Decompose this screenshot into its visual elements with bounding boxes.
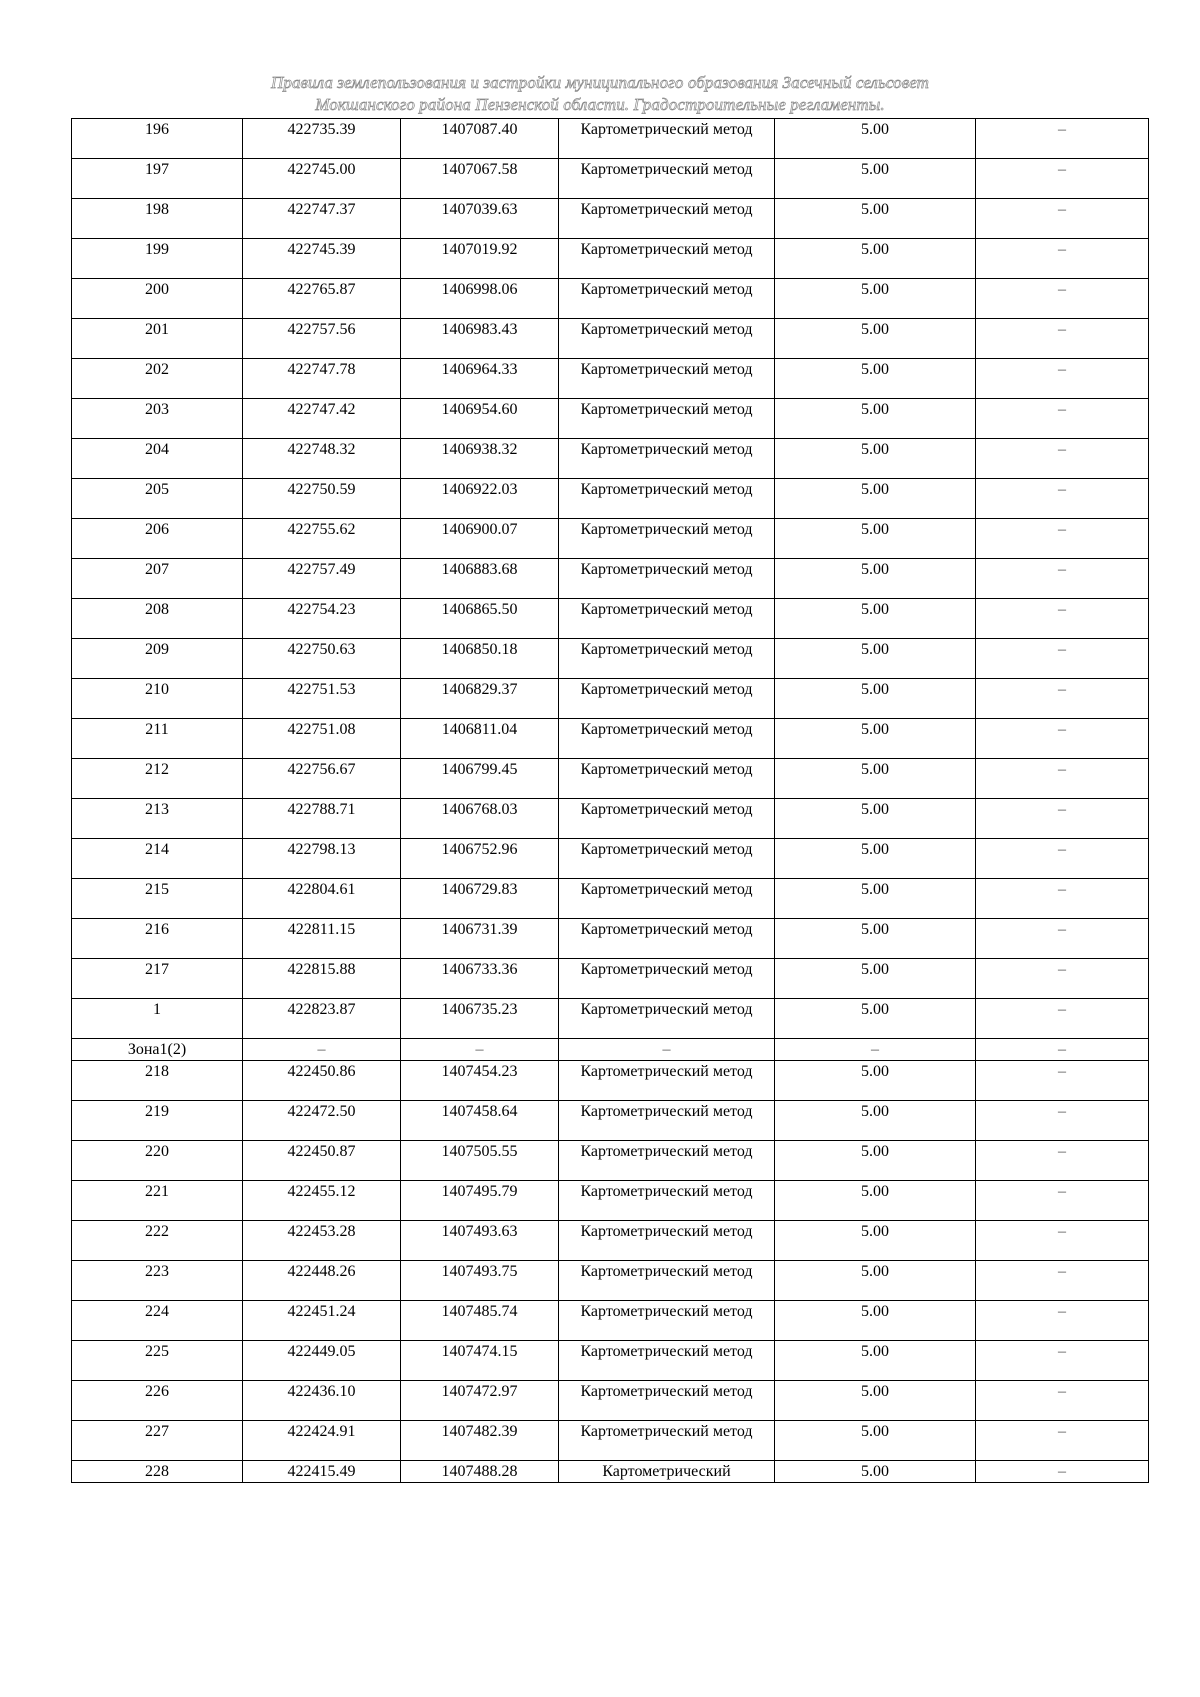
note-cell: – bbox=[976, 999, 1149, 1039]
table-row bbox=[72, 319, 1149, 359]
accuracy-cell: 5.00 bbox=[775, 1221, 976, 1261]
x-coordinate-cell: 422751.08 bbox=[243, 719, 401, 759]
accuracy-cell: – bbox=[775, 1039, 976, 1061]
table-row bbox=[72, 1381, 1149, 1421]
note-cell: – bbox=[976, 119, 1149, 159]
point-number-cell: 223 bbox=[72, 1261, 243, 1301]
method-cell: Картометрический метод bbox=[559, 879, 775, 919]
note-cell: – bbox=[976, 1461, 1149, 1483]
x-coordinate-cell: 422424.91 bbox=[243, 1421, 401, 1461]
x-coordinate-cell: 422815.88 bbox=[243, 959, 401, 999]
method-cell: Картометрический bbox=[559, 1461, 775, 1483]
note-cell: – bbox=[976, 639, 1149, 679]
x-coordinate-cell: 422757.49 bbox=[243, 559, 401, 599]
note-cell: – bbox=[976, 439, 1149, 479]
point-number-cell: 213 bbox=[72, 799, 243, 839]
x-coordinate-cell: 422751.53 bbox=[243, 679, 401, 719]
point-number-cell: 198 bbox=[72, 199, 243, 239]
point-number-cell: 202 bbox=[72, 359, 243, 399]
note-cell: – bbox=[976, 279, 1149, 319]
method-cell: Картометрический метод bbox=[559, 1101, 775, 1141]
note-cell: – bbox=[976, 799, 1149, 839]
method-cell: Картометрический метод bbox=[559, 159, 775, 199]
method-cell: Картометрический метод bbox=[559, 1061, 775, 1101]
accuracy-cell: 5.00 bbox=[775, 1181, 976, 1221]
table-row bbox=[72, 159, 1149, 199]
table-row bbox=[72, 559, 1149, 599]
point-number-cell: 203 bbox=[72, 399, 243, 439]
table-row bbox=[72, 719, 1149, 759]
method-cell: Картометрический метод bbox=[559, 399, 775, 439]
table-row bbox=[72, 519, 1149, 559]
y-coordinate-cell: 1406883.68 bbox=[401, 559, 559, 599]
point-number-cell: 222 bbox=[72, 1221, 243, 1261]
page-header bbox=[0, 72, 1200, 116]
method-cell: Картометрический метод bbox=[559, 439, 775, 479]
accuracy-cell: 5.00 bbox=[775, 1461, 976, 1483]
table-row bbox=[72, 839, 1149, 879]
y-coordinate-cell: 1407505.55 bbox=[401, 1141, 559, 1181]
point-number-cell: 214 bbox=[72, 839, 243, 879]
note-cell: – bbox=[976, 159, 1149, 199]
point-number-cell: 215 bbox=[72, 879, 243, 919]
method-cell: Картометрический метод bbox=[559, 759, 775, 799]
note-cell: – bbox=[976, 1061, 1149, 1101]
accuracy-cell: 5.00 bbox=[775, 1301, 976, 1341]
table-row bbox=[72, 239, 1149, 279]
x-coordinate-cell: 422757.56 bbox=[243, 319, 401, 359]
point-number-cell: 204 bbox=[72, 439, 243, 479]
note-cell: – bbox=[976, 1381, 1149, 1421]
method-cell: Картометрический метод bbox=[559, 239, 775, 279]
x-coordinate-cell: 422754.23 bbox=[243, 599, 401, 639]
method-cell: Картометрический метод bbox=[559, 479, 775, 519]
method-cell: Картометрический метод bbox=[559, 839, 775, 879]
x-coordinate-cell: 422745.39 bbox=[243, 239, 401, 279]
y-coordinate-cell: 1406900.07 bbox=[401, 519, 559, 559]
y-coordinate-cell: 1406799.45 bbox=[401, 759, 559, 799]
y-coordinate-cell: 1406731.39 bbox=[401, 919, 559, 959]
accuracy-cell: 5.00 bbox=[775, 999, 976, 1039]
method-cell: – bbox=[559, 1039, 775, 1061]
note-cell: – bbox=[976, 319, 1149, 359]
note-cell: – bbox=[976, 479, 1149, 519]
point-number-cell: 207 bbox=[72, 559, 243, 599]
method-cell: Картометрический метод bbox=[559, 679, 775, 719]
note-cell: – bbox=[976, 839, 1149, 879]
method-cell: Картометрический метод bbox=[559, 1261, 775, 1301]
x-coordinate-cell: 422798.13 bbox=[243, 839, 401, 879]
y-coordinate-cell: 1406983.43 bbox=[401, 319, 559, 359]
note-cell: – bbox=[976, 199, 1149, 239]
y-coordinate-cell: 1407493.63 bbox=[401, 1221, 559, 1261]
x-coordinate-cell: 422750.59 bbox=[243, 479, 401, 519]
table-row bbox=[72, 1421, 1149, 1461]
table-row bbox=[72, 279, 1149, 319]
accuracy-cell: 5.00 bbox=[775, 1141, 976, 1181]
x-coordinate-cell: 422748.32 bbox=[243, 439, 401, 479]
point-number-cell: 209 bbox=[72, 639, 243, 679]
accuracy-cell: 5.00 bbox=[775, 119, 976, 159]
note-cell: – bbox=[976, 1221, 1149, 1261]
note-cell: – bbox=[976, 239, 1149, 279]
point-number-cell: 196 bbox=[72, 119, 243, 159]
table-row bbox=[72, 679, 1149, 719]
note-cell: – bbox=[976, 1261, 1149, 1301]
note-cell: – bbox=[976, 519, 1149, 559]
table-row bbox=[72, 439, 1149, 479]
point-number-cell: 220 bbox=[72, 1141, 243, 1181]
y-coordinate-cell: 1406829.37 bbox=[401, 679, 559, 719]
accuracy-cell: 5.00 bbox=[775, 799, 976, 839]
point-number-cell: 200 bbox=[72, 279, 243, 319]
method-cell: Картометрический метод bbox=[559, 999, 775, 1039]
accuracy-cell: 5.00 bbox=[775, 639, 976, 679]
accuracy-cell: 5.00 bbox=[775, 1421, 976, 1461]
point-number-cell: 1 bbox=[72, 999, 243, 1039]
accuracy-cell: 5.00 bbox=[775, 919, 976, 959]
accuracy-cell: 5.00 bbox=[775, 679, 976, 719]
table-row bbox=[72, 1221, 1149, 1261]
y-coordinate-cell: 1407067.58 bbox=[401, 159, 559, 199]
method-cell: Картометрический метод bbox=[559, 519, 775, 559]
y-coordinate-cell: 1406729.83 bbox=[401, 879, 559, 919]
x-coordinate-cell: 422804.61 bbox=[243, 879, 401, 919]
table-row bbox=[72, 1181, 1149, 1221]
accuracy-cell: 5.00 bbox=[775, 519, 976, 559]
x-coordinate-cell: 422455.12 bbox=[243, 1181, 401, 1221]
x-coordinate-cell: 422765.87 bbox=[243, 279, 401, 319]
zone-header-row bbox=[72, 1039, 1149, 1061]
accuracy-cell: 5.00 bbox=[775, 599, 976, 639]
table-row bbox=[72, 879, 1149, 919]
method-cell: Картометрический метод bbox=[559, 799, 775, 839]
y-coordinate-cell: 1406811.04 bbox=[401, 719, 559, 759]
y-coordinate-cell: 1406922.03 bbox=[401, 479, 559, 519]
accuracy-cell: 5.00 bbox=[775, 959, 976, 999]
y-coordinate-cell: 1406752.96 bbox=[401, 839, 559, 879]
method-cell: Картометрический метод bbox=[559, 359, 775, 399]
y-coordinate-cell: 1406733.36 bbox=[401, 959, 559, 999]
accuracy-cell: 5.00 bbox=[775, 239, 976, 279]
y-coordinate-cell: 1407458.64 bbox=[401, 1101, 559, 1141]
x-coordinate-cell: 422436.10 bbox=[243, 1381, 401, 1421]
table-row bbox=[72, 599, 1149, 639]
accuracy-cell: 5.00 bbox=[775, 359, 976, 399]
accuracy-cell: 5.00 bbox=[775, 1101, 976, 1141]
y-coordinate-cell: 1407472.97 bbox=[401, 1381, 559, 1421]
y-coordinate-cell: 1407485.74 bbox=[401, 1301, 559, 1341]
method-cell: Картометрический метод bbox=[559, 1221, 775, 1261]
method-cell: Картометрический метод bbox=[559, 199, 775, 239]
y-coordinate-cell: 1406954.60 bbox=[401, 399, 559, 439]
x-coordinate-cell: 422451.24 bbox=[243, 1301, 401, 1341]
note-cell: – bbox=[976, 1039, 1149, 1061]
note-cell: – bbox=[976, 959, 1149, 999]
note-cell: – bbox=[976, 559, 1149, 599]
x-coordinate-cell: 422811.15 bbox=[243, 919, 401, 959]
x-coordinate-cell: 422735.39 bbox=[243, 119, 401, 159]
method-cell: Картометрический метод bbox=[559, 1141, 775, 1181]
y-coordinate-cell: 1407454.23 bbox=[401, 1061, 559, 1101]
y-coordinate-cell: 1407474.15 bbox=[401, 1341, 559, 1381]
point-number-cell: 206 bbox=[72, 519, 243, 559]
note-cell: – bbox=[976, 1301, 1149, 1341]
point-number-cell: 197 bbox=[72, 159, 243, 199]
point-number-cell: 217 bbox=[72, 959, 243, 999]
table-row bbox=[72, 1101, 1149, 1141]
point-number-cell: 224 bbox=[72, 1301, 243, 1341]
y-coordinate-cell: 1407039.63 bbox=[401, 199, 559, 239]
accuracy-cell: 5.00 bbox=[775, 879, 976, 919]
x-coordinate-cell: 422747.37 bbox=[243, 199, 401, 239]
method-cell: Картометрический метод bbox=[559, 719, 775, 759]
accuracy-cell: 5.00 bbox=[775, 279, 976, 319]
y-coordinate-cell: 1406998.06 bbox=[401, 279, 559, 319]
note-cell: – bbox=[976, 1181, 1149, 1221]
point-number-cell: 221 bbox=[72, 1181, 243, 1221]
x-coordinate-cell: 422756.67 bbox=[243, 759, 401, 799]
table-row bbox=[72, 479, 1149, 519]
accuracy-cell: 5.00 bbox=[775, 719, 976, 759]
x-coordinate-cell: – bbox=[243, 1039, 401, 1061]
method-cell: Картометрический метод bbox=[559, 1421, 775, 1461]
y-coordinate-cell: 1407482.39 bbox=[401, 1421, 559, 1461]
accuracy-cell: 5.00 bbox=[775, 199, 976, 239]
point-number-cell: 218 bbox=[72, 1061, 243, 1101]
table-row bbox=[72, 999, 1149, 1039]
point-number-cell: 227 bbox=[72, 1421, 243, 1461]
point-number-cell: 211 bbox=[72, 719, 243, 759]
point-number-cell: 210 bbox=[72, 679, 243, 719]
accuracy-cell: 5.00 bbox=[775, 479, 976, 519]
table-row bbox=[72, 399, 1149, 439]
y-coordinate-cell: 1406964.33 bbox=[401, 359, 559, 399]
method-cell: Картометрический метод bbox=[559, 919, 775, 959]
y-coordinate-cell: 1407087.40 bbox=[401, 119, 559, 159]
accuracy-cell: 5.00 bbox=[775, 559, 976, 599]
accuracy-cell: 5.00 bbox=[775, 439, 976, 479]
accuracy-cell: 5.00 bbox=[775, 399, 976, 439]
x-coordinate-cell: 422823.87 bbox=[243, 999, 401, 1039]
method-cell: Картометрический метод bbox=[559, 599, 775, 639]
accuracy-cell: 5.00 bbox=[775, 1341, 976, 1381]
x-coordinate-cell: 422472.50 bbox=[243, 1101, 401, 1141]
table-row bbox=[72, 959, 1149, 999]
table-row bbox=[72, 1461, 1149, 1483]
header-line-2: Мокшанского района Пензенской области. Градостроительные регламенты. bbox=[315, 95, 885, 114]
coordinates-table bbox=[71, 118, 1149, 1483]
y-coordinate-cell: 1406938.32 bbox=[401, 439, 559, 479]
table-row bbox=[72, 1061, 1149, 1101]
table-row bbox=[72, 799, 1149, 839]
accuracy-cell: 5.00 bbox=[775, 1061, 976, 1101]
point-number-cell: 201 bbox=[72, 319, 243, 359]
y-coordinate-cell: 1406768.03 bbox=[401, 799, 559, 839]
accuracy-cell: 5.00 bbox=[775, 1381, 976, 1421]
y-coordinate-cell: 1406850.18 bbox=[401, 639, 559, 679]
table-body bbox=[72, 119, 1149, 1483]
accuracy-cell: 5.00 bbox=[775, 1261, 976, 1301]
accuracy-cell: 5.00 bbox=[775, 759, 976, 799]
x-coordinate-cell: 422747.78 bbox=[243, 359, 401, 399]
note-cell: – bbox=[976, 359, 1149, 399]
y-coordinate-cell: 1407493.75 bbox=[401, 1261, 559, 1301]
method-cell: Картометрический метод bbox=[559, 319, 775, 359]
y-coordinate-cell: 1406865.50 bbox=[401, 599, 559, 639]
method-cell: Картометрический метод bbox=[559, 1181, 775, 1221]
y-coordinate-cell: – bbox=[401, 1039, 559, 1061]
note-cell: – bbox=[976, 1421, 1149, 1461]
table-row bbox=[72, 759, 1149, 799]
note-cell: – bbox=[976, 719, 1149, 759]
x-coordinate-cell: 422750.63 bbox=[243, 639, 401, 679]
method-cell: Картометрический метод bbox=[559, 119, 775, 159]
y-coordinate-cell: 1407488.28 bbox=[401, 1461, 559, 1483]
table-row bbox=[72, 359, 1149, 399]
note-cell: – bbox=[976, 599, 1149, 639]
method-cell: Картометрический метод bbox=[559, 639, 775, 679]
method-cell: Картометрический метод bbox=[559, 959, 775, 999]
table-row bbox=[72, 1341, 1149, 1381]
point-number-cell: 216 bbox=[72, 919, 243, 959]
point-number-cell: 228 bbox=[72, 1461, 243, 1483]
x-coordinate-cell: 422745.00 bbox=[243, 159, 401, 199]
table-row bbox=[72, 1261, 1149, 1301]
y-coordinate-cell: 1406735.23 bbox=[401, 999, 559, 1039]
x-coordinate-cell: 422449.05 bbox=[243, 1341, 401, 1381]
x-coordinate-cell: 422755.62 bbox=[243, 519, 401, 559]
note-cell: – bbox=[976, 1341, 1149, 1381]
accuracy-cell: 5.00 bbox=[775, 319, 976, 359]
point-number-cell: 226 bbox=[72, 1381, 243, 1421]
x-coordinate-cell: 422747.42 bbox=[243, 399, 401, 439]
note-cell: – bbox=[976, 1141, 1149, 1181]
note-cell: – bbox=[976, 759, 1149, 799]
table-row bbox=[72, 919, 1149, 959]
note-cell: – bbox=[976, 679, 1149, 719]
point-number-cell: 225 bbox=[72, 1341, 243, 1381]
point-number-cell: 205 bbox=[72, 479, 243, 519]
note-cell: – bbox=[976, 919, 1149, 959]
note-cell: – bbox=[976, 1101, 1149, 1141]
note-cell: – bbox=[976, 879, 1149, 919]
x-coordinate-cell: 422450.86 bbox=[243, 1061, 401, 1101]
point-number-cell: 219 bbox=[72, 1101, 243, 1141]
table-row bbox=[72, 119, 1149, 159]
table-row bbox=[72, 1301, 1149, 1341]
table-row bbox=[72, 199, 1149, 239]
point-number-cell: 208 bbox=[72, 599, 243, 639]
point-number-cell: 212 bbox=[72, 759, 243, 799]
y-coordinate-cell: 1407019.92 bbox=[401, 239, 559, 279]
point-number-cell: Зона1(2) bbox=[72, 1039, 243, 1061]
method-cell: Картометрический метод bbox=[559, 1301, 775, 1341]
header-line-1: Правила землепользования и застройки муниципального образования Засечный сельсовет bbox=[270, 73, 930, 92]
x-coordinate-cell: 422788.71 bbox=[243, 799, 401, 839]
y-coordinate-cell: 1407495.79 bbox=[401, 1181, 559, 1221]
method-cell: Картометрический метод bbox=[559, 279, 775, 319]
x-coordinate-cell: 422415.49 bbox=[243, 1461, 401, 1483]
method-cell: Картометрический метод bbox=[559, 1381, 775, 1421]
x-coordinate-cell: 422453.28 bbox=[243, 1221, 401, 1261]
table-row bbox=[72, 1141, 1149, 1181]
note-cell: – bbox=[976, 399, 1149, 439]
point-number-cell: 199 bbox=[72, 239, 243, 279]
table-row bbox=[72, 639, 1149, 679]
accuracy-cell: 5.00 bbox=[775, 159, 976, 199]
method-cell: Картометрический метод bbox=[559, 559, 775, 599]
method-cell: Картометрический метод bbox=[559, 1341, 775, 1381]
accuracy-cell: 5.00 bbox=[775, 839, 976, 879]
x-coordinate-cell: 422450.87 bbox=[243, 1141, 401, 1181]
x-coordinate-cell: 422448.26 bbox=[243, 1261, 401, 1301]
